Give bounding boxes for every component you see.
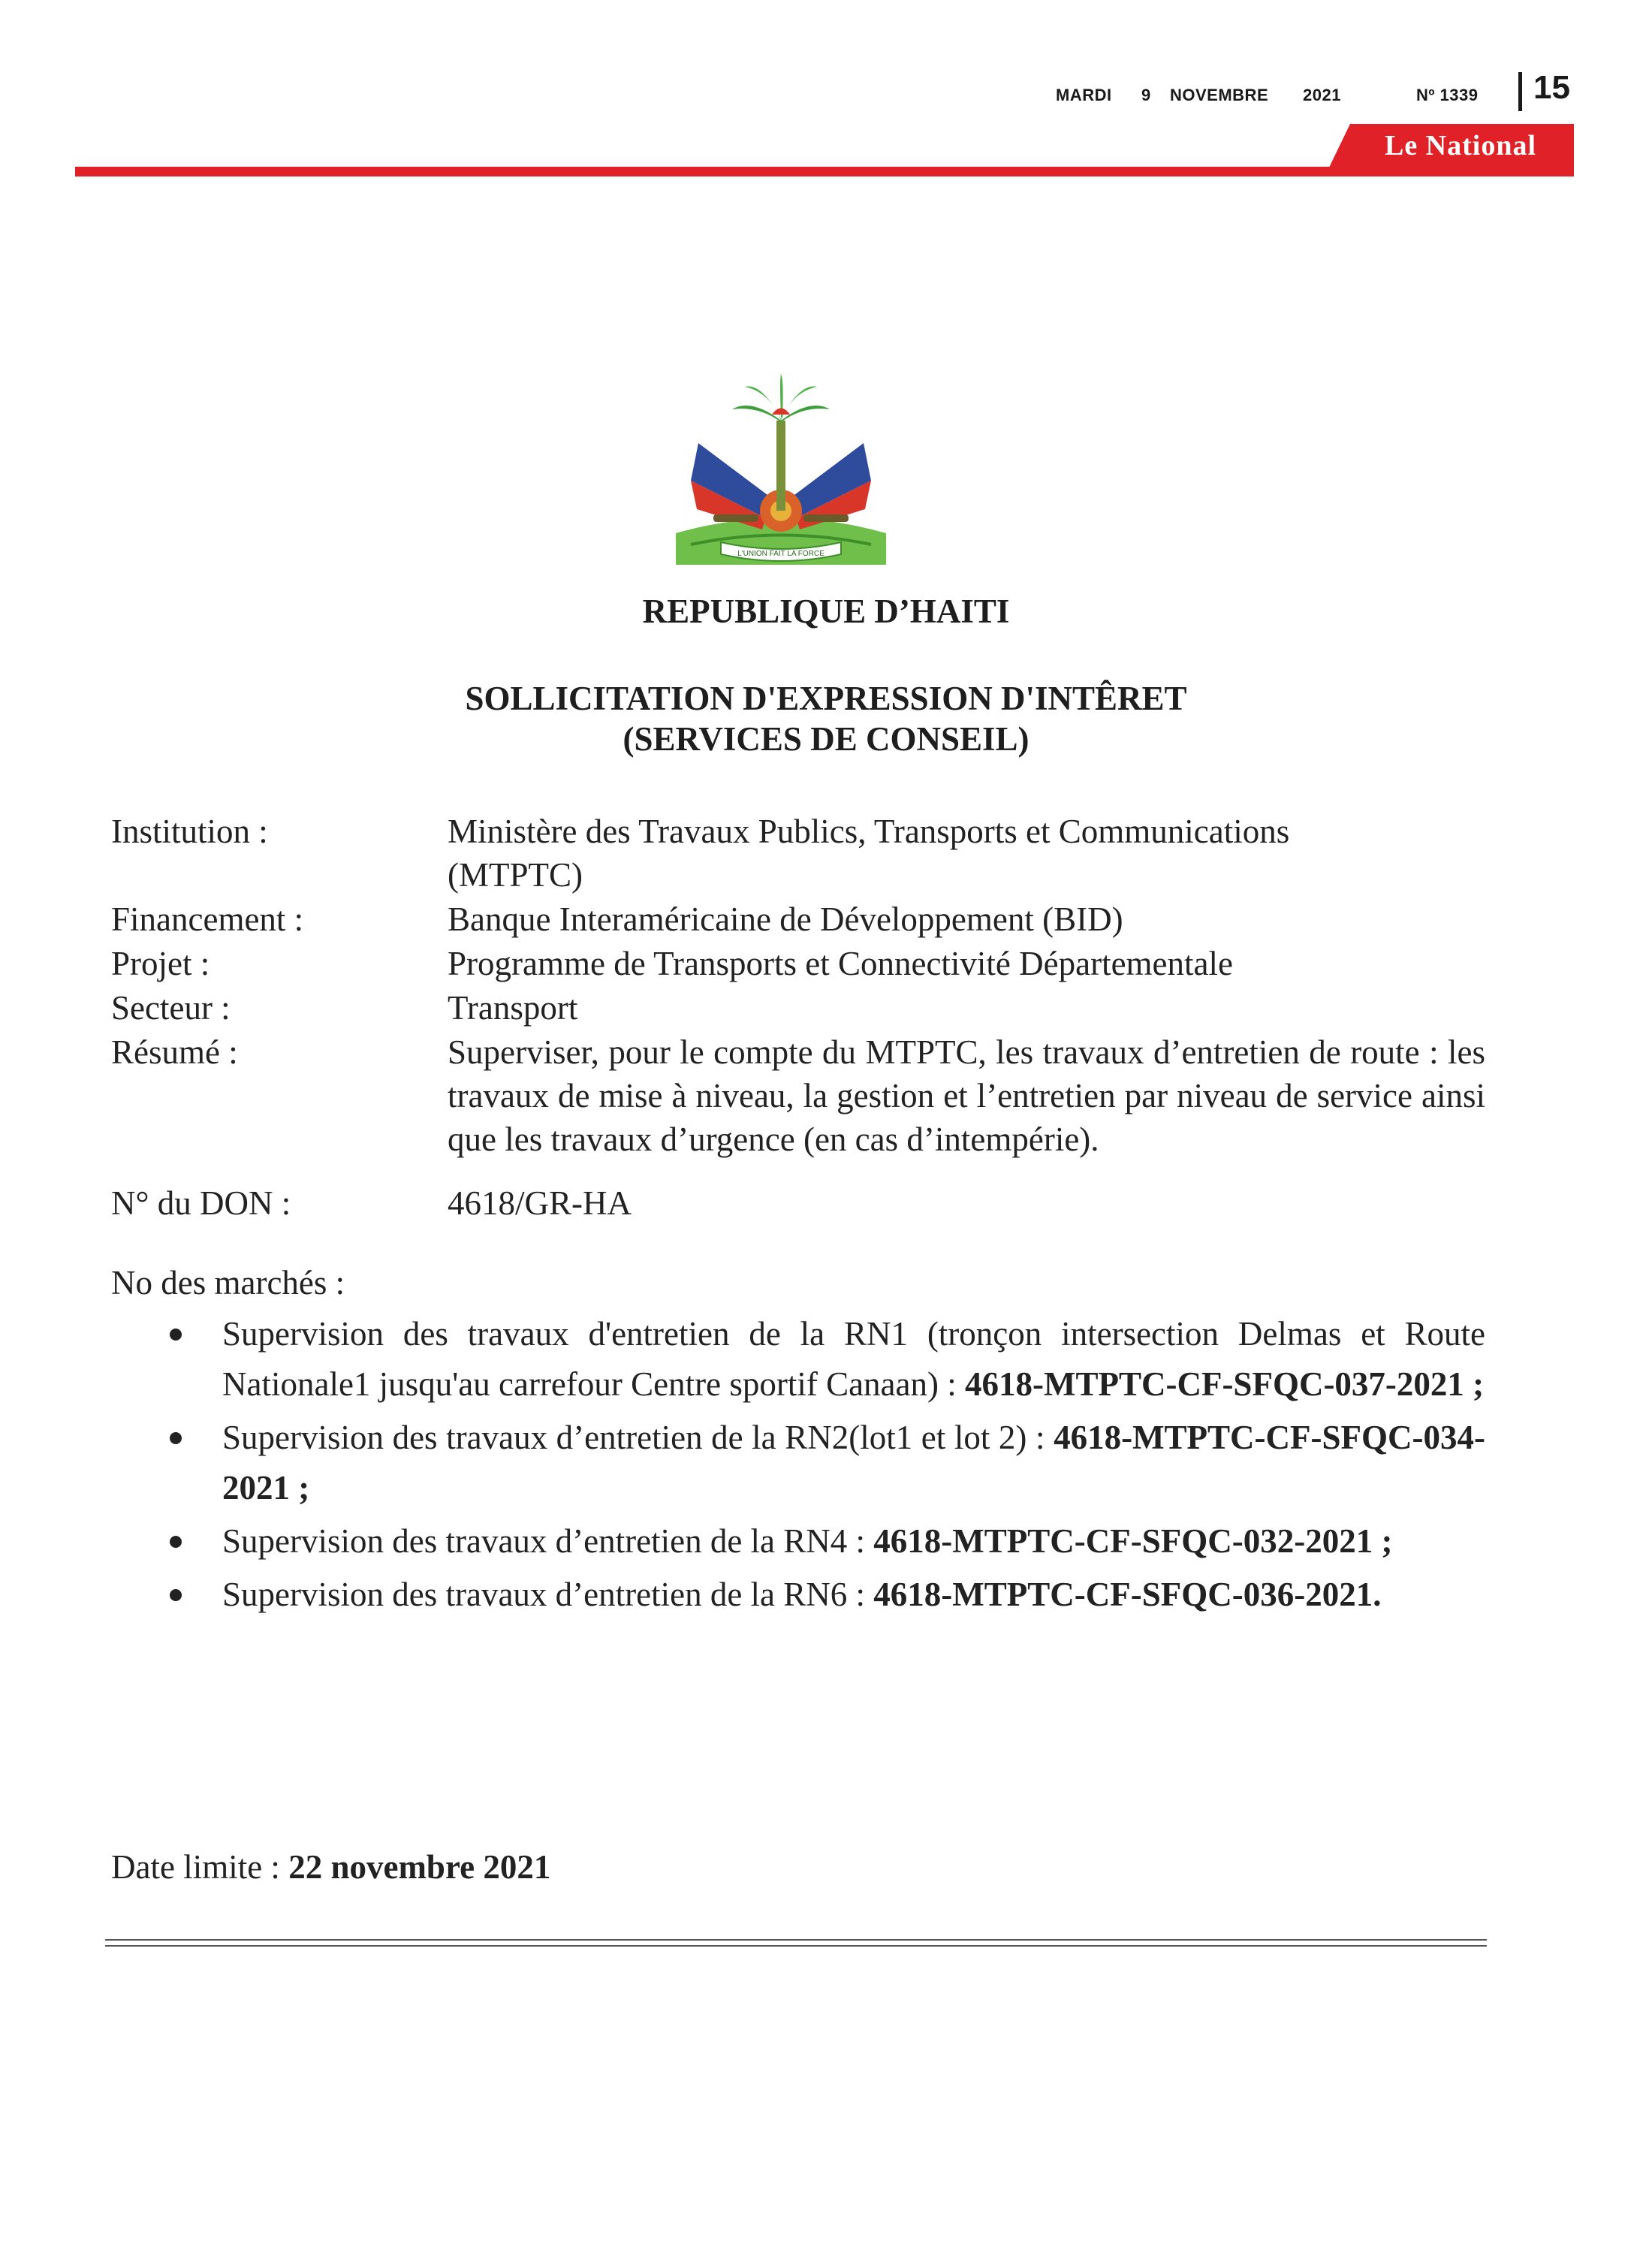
field-projet-value: Programme de Transports et Connectivité Départementale bbox=[448, 945, 1233, 982]
solicitation-subtitle: (SERVICES DE CONSEIL) bbox=[623, 720, 1029, 758]
field-institution-label: Institution : bbox=[111, 813, 268, 850]
market-code: 4618-MTPTC-CF-SFQC-034-2021 ; bbox=[222, 1419, 1485, 1507]
markets-list bbox=[111, 1309, 1485, 1623]
field-projet-label: Projet : bbox=[111, 945, 210, 982]
list-item bbox=[111, 1309, 1485, 1410]
field-institution-value-line2: (MTPTC) bbox=[448, 856, 583, 894]
deadline-label: Date limite : bbox=[111, 1848, 289, 1886]
field-secteur-label: Secteur : bbox=[111, 989, 231, 1027]
bottom-divider bbox=[105, 1939, 1487, 1947]
market-description: Supervision des travaux d'entretien de la RN1 (tronçon intersection Delmas et Route Nationale1 jusqu'au carrefour Centre sportif Canaan) : bbox=[222, 1315, 1485, 1403]
field-don-value: 4618/GR-HA bbox=[448, 1184, 632, 1222]
page-number-divider bbox=[1518, 72, 1522, 111]
deadline bbox=[111, 1847, 550, 1887]
market-code: 4618-MTPTC-CF-SFQC-037-2021 ; bbox=[965, 1365, 1485, 1403]
field-resume-value: Superviser, pour le compte du MTPTC, les travaux d’entretien de route : les travaux de mise à niveau, la gestion et l’entretien par niveau de service ainsi que les travaux d’urgence (en cas d’intempérie). bbox=[448, 1033, 1485, 1158]
brand-name: Le National bbox=[1384, 130, 1537, 161]
field-institution-value-line1: Ministère des Travaux Publics, Transports et Communications bbox=[448, 813, 1290, 850]
field-resume-label: Résumé : bbox=[111, 1033, 238, 1071]
market-code: 4618-MTPTC-CF-SFQC-032-2021 ; bbox=[873, 1522, 1393, 1560]
haiti-coat-of-arms-icon bbox=[661, 368, 901, 571]
list-item bbox=[111, 1570, 1485, 1620]
coat-motto: L'UNION FAIT LA FORCE bbox=[737, 550, 824, 558]
field-don-label: N° du DON : bbox=[111, 1184, 291, 1222]
market-description: Supervision des travaux d’entretien de la RN6 : bbox=[222, 1576, 874, 1613]
header-month: NOVEMBRE bbox=[1170, 86, 1269, 104]
header-year: 2021 bbox=[1303, 86, 1341, 104]
deadline-date: 22 novembre 2021 bbox=[288, 1848, 551, 1886]
markets-label: No des marchés : bbox=[111, 1264, 345, 1301]
header-issue: Nº 1339 bbox=[1416, 86, 1479, 104]
bullet-icon bbox=[170, 1536, 182, 1548]
page-number: 15 bbox=[1533, 69, 1570, 106]
market-description: Supervision des travaux d’entretien de la RN2(lot1 et lot 2) : bbox=[222, 1419, 1054, 1456]
market-description: Supervision des travaux d’entretien de la RN4 : bbox=[222, 1522, 874, 1560]
header-meta bbox=[1051, 81, 1554, 111]
list-item bbox=[111, 1516, 1485, 1567]
field-secteur-value: Transport bbox=[448, 989, 578, 1027]
field-financement-value: Banque Interaméricaine de Développement (BID) bbox=[448, 900, 1123, 938]
header-rule bbox=[75, 167, 1574, 176]
header-date-number: 9 bbox=[1141, 86, 1151, 104]
bullet-icon bbox=[170, 1589, 182, 1601]
header-day: MARDI bbox=[1056, 86, 1112, 104]
field-financement-label: Financement : bbox=[111, 900, 304, 938]
bullet-icon bbox=[170, 1432, 182, 1444]
field-institution-value bbox=[448, 810, 1485, 897]
market-code: 4618-MTPTC-CF-SFQC-036-2021. bbox=[873, 1576, 1382, 1613]
solicitation-title: SOLLICITATION D'EXPRESSION D'INTÊRET bbox=[465, 680, 1187, 717]
country-title: REPUBLIQUE D’HAITI bbox=[642, 593, 1010, 630]
list-item bbox=[111, 1413, 1485, 1513]
bullet-icon bbox=[170, 1329, 182, 1341]
